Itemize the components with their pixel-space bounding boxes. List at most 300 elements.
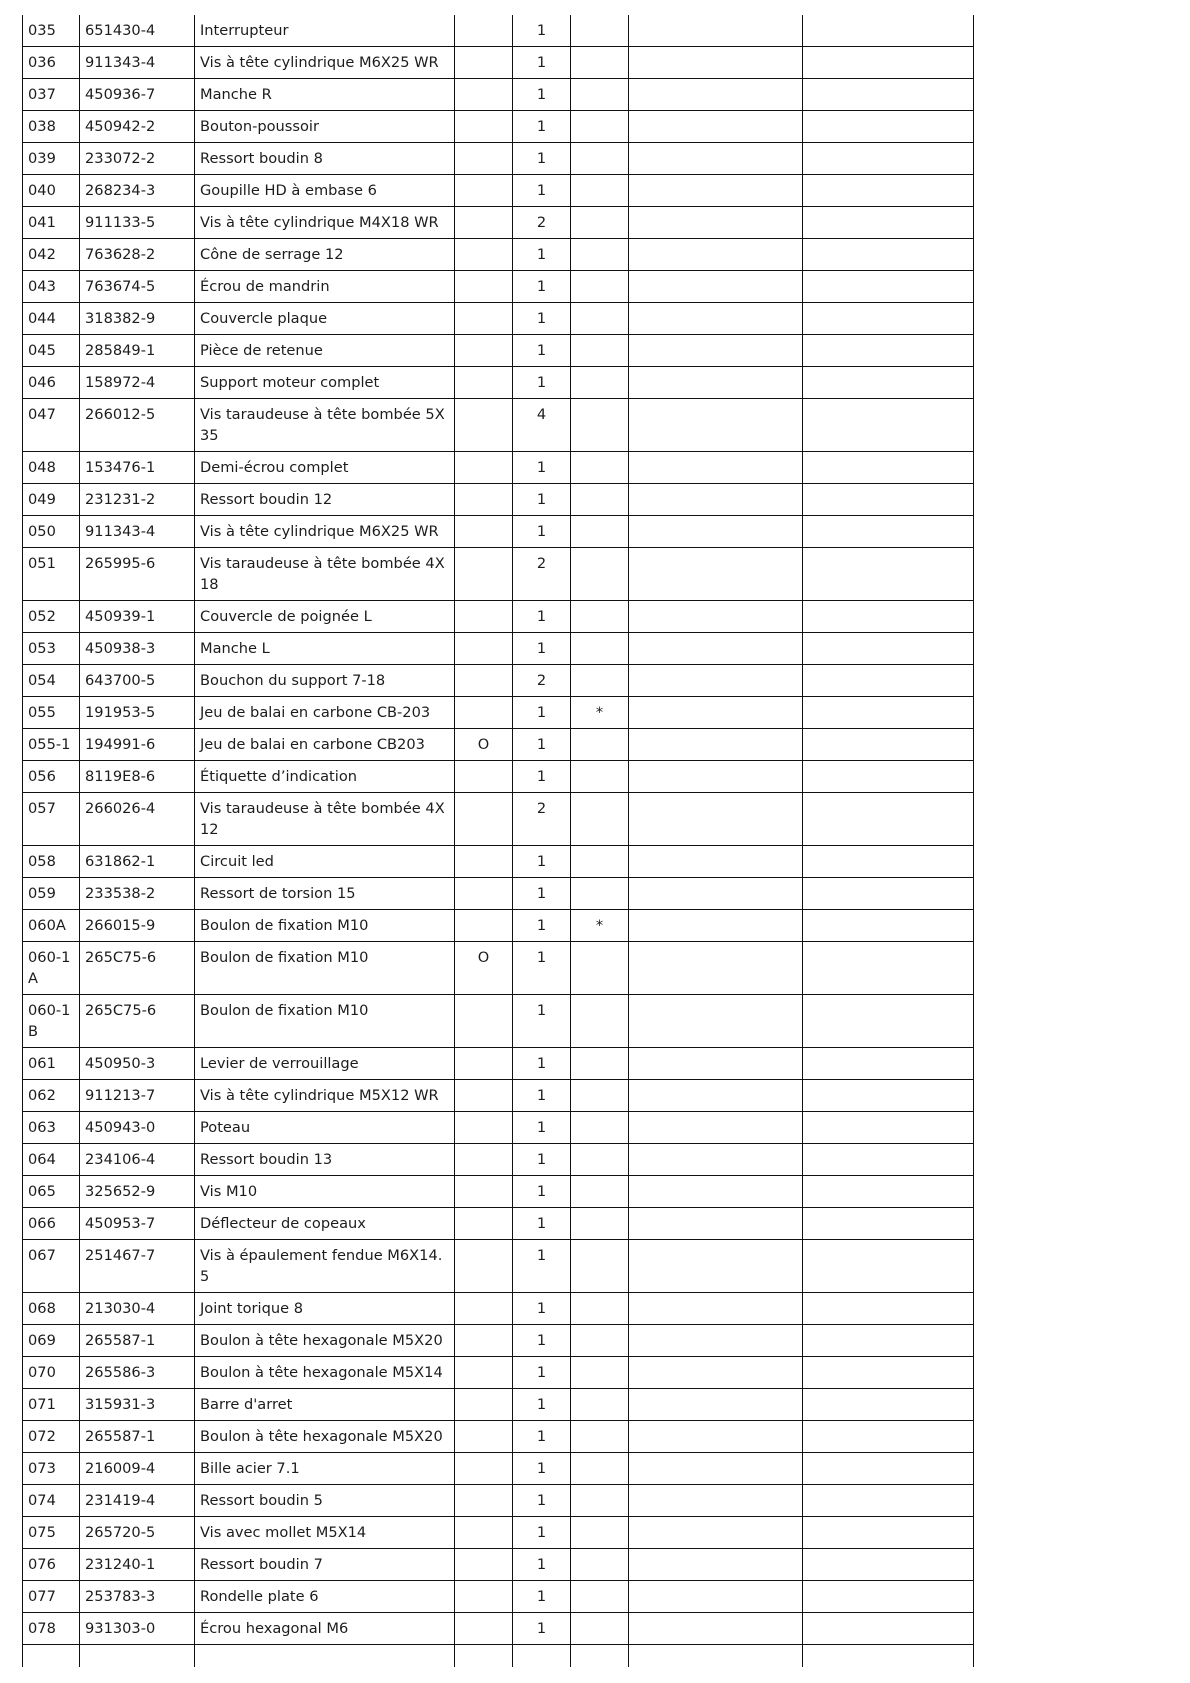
notes-cell xyxy=(803,601,974,633)
remarks-cell xyxy=(629,1208,803,1240)
mark-cell xyxy=(571,878,629,910)
quantity-cell: 2 xyxy=(513,793,571,846)
table-row xyxy=(23,111,974,143)
remarks-cell xyxy=(629,15,803,47)
remarks-cell xyxy=(629,452,803,484)
quantity-cell: 1 xyxy=(513,367,571,399)
part-number-cell: 450936-7 xyxy=(80,79,195,111)
item-number-cell: 073 xyxy=(23,1453,80,1485)
description-cell: Rondelle plate 6 xyxy=(195,1581,455,1613)
quantity-cell: 1 xyxy=(513,1208,571,1240)
description-cell: Écrou hexagonal M6 xyxy=(195,1613,455,1645)
quantity-cell: 1 xyxy=(513,1517,571,1549)
quantity-cell: 1 xyxy=(513,1421,571,1453)
option-flag-cell xyxy=(455,516,513,548)
description-cell: Ressort boudin 7 xyxy=(195,1549,455,1581)
notes-cell xyxy=(803,1549,974,1581)
mark-cell xyxy=(571,239,629,271)
mark-cell xyxy=(571,1389,629,1421)
part-number-cell: 266012-5 xyxy=(80,399,195,452)
quantity-cell: 1 xyxy=(513,761,571,793)
notes-cell xyxy=(803,633,974,665)
remarks-cell xyxy=(629,1421,803,1453)
item-number-cell: 072 xyxy=(23,1421,80,1453)
description-cell: Bouchon du support 7-18 xyxy=(195,665,455,697)
mark-cell xyxy=(571,207,629,239)
table-row xyxy=(23,910,974,942)
quantity-cell: 1 xyxy=(513,878,571,910)
mark-cell xyxy=(571,1176,629,1208)
description-cell: Boulon de fixation M10 xyxy=(195,995,455,1048)
option-flag-cell xyxy=(455,1357,513,1389)
quantity-cell: 1 xyxy=(513,1485,571,1517)
notes-cell xyxy=(803,1613,974,1645)
notes-cell xyxy=(803,143,974,175)
item-number-cell: 057 xyxy=(23,793,80,846)
notes-cell xyxy=(803,1645,974,1667)
table-row xyxy=(23,1613,974,1645)
item-number-cell: 067 xyxy=(23,1240,80,1293)
part-number-cell: 763628-2 xyxy=(80,239,195,271)
description-cell: Poteau xyxy=(195,1112,455,1144)
option-flag-cell xyxy=(455,1208,513,1240)
description-cell: Demi-écrou complet xyxy=(195,452,455,484)
option-flag-cell xyxy=(455,1581,513,1613)
quantity-cell: 4 xyxy=(513,399,571,452)
mark-cell xyxy=(571,15,629,47)
part-number-cell: 266015-9 xyxy=(80,910,195,942)
remarks-cell xyxy=(629,910,803,942)
description-cell: Cône de serrage 12 xyxy=(195,239,455,271)
notes-cell xyxy=(803,15,974,47)
option-flag-cell xyxy=(455,143,513,175)
option-flag-cell xyxy=(455,1080,513,1112)
table-row xyxy=(23,516,974,548)
option-flag-cell xyxy=(455,484,513,516)
mark-cell xyxy=(571,846,629,878)
notes-cell xyxy=(803,1581,974,1613)
table-row xyxy=(23,1389,974,1421)
table-row xyxy=(23,697,974,729)
part-number-cell: 231240-1 xyxy=(80,1549,195,1581)
table-row xyxy=(23,452,974,484)
mark-cell xyxy=(571,1080,629,1112)
item-number-cell: 071 xyxy=(23,1389,80,1421)
part-number-cell: 911213-7 xyxy=(80,1080,195,1112)
mark-cell xyxy=(571,761,629,793)
description-cell: Joint torique 8 xyxy=(195,1293,455,1325)
table-row xyxy=(23,15,974,47)
table-row xyxy=(23,367,974,399)
quantity-cell: 1 xyxy=(513,1389,571,1421)
part-number-cell: 265587-1 xyxy=(80,1325,195,1357)
table-row xyxy=(23,761,974,793)
description-cell: Écrou de mandrin xyxy=(195,271,455,303)
quantity-cell: 1 xyxy=(513,1144,571,1176)
description-cell: Vis à tête cylindrique M6X25 WR xyxy=(195,516,455,548)
table-row xyxy=(23,1485,974,1517)
remarks-cell xyxy=(629,697,803,729)
part-number-cell xyxy=(80,1645,195,1667)
table-row xyxy=(23,1453,974,1485)
quantity-cell: 2 xyxy=(513,665,571,697)
mark-cell xyxy=(571,1240,629,1293)
part-number-cell: 158972-4 xyxy=(80,367,195,399)
item-number-cell: 075 xyxy=(23,1517,80,1549)
remarks-cell xyxy=(629,484,803,516)
description-cell: Vis à tête cylindrique M6X25 WR xyxy=(195,47,455,79)
description-cell: Bouton-poussoir xyxy=(195,111,455,143)
remarks-cell xyxy=(629,761,803,793)
item-number-cell: 055-1 xyxy=(23,729,80,761)
option-flag-cell xyxy=(455,111,513,143)
option-flag-cell xyxy=(455,175,513,207)
description-cell: Vis M10 xyxy=(195,1176,455,1208)
quantity-cell: 1 xyxy=(513,1293,571,1325)
part-number-cell: 234106-4 xyxy=(80,1144,195,1176)
mark-cell xyxy=(571,1357,629,1389)
quantity-cell: 1 xyxy=(513,1080,571,1112)
remarks-cell xyxy=(629,367,803,399)
remarks-cell xyxy=(629,878,803,910)
table-row xyxy=(23,846,974,878)
quantity-cell: 1 xyxy=(513,1048,571,1080)
mark-cell xyxy=(571,1112,629,1144)
mark-cell xyxy=(571,484,629,516)
item-number-cell: 045 xyxy=(23,335,80,367)
table-row xyxy=(23,1325,974,1357)
mark-cell xyxy=(571,1293,629,1325)
table-row xyxy=(23,484,974,516)
description-cell: Boulon à tête hexagonale M5X14 xyxy=(195,1357,455,1389)
quantity-cell: 1 xyxy=(513,335,571,367)
remarks-cell xyxy=(629,1144,803,1176)
quantity-cell: 1 xyxy=(513,846,571,878)
description-cell: Circuit led xyxy=(195,846,455,878)
option-flag-cell xyxy=(455,335,513,367)
remarks-cell xyxy=(629,1613,803,1645)
mark-cell xyxy=(571,1581,629,1613)
description-cell: Couvercle plaque xyxy=(195,303,455,335)
quantity-cell: 1 xyxy=(513,239,571,271)
notes-cell xyxy=(803,995,974,1048)
part-number-cell: 265587-1 xyxy=(80,1421,195,1453)
notes-cell xyxy=(803,239,974,271)
remarks-cell xyxy=(629,942,803,995)
quantity-cell: 1 xyxy=(513,484,571,516)
table-row xyxy=(23,729,974,761)
table-row xyxy=(23,1293,974,1325)
part-number-cell: 153476-1 xyxy=(80,452,195,484)
notes-cell xyxy=(803,47,974,79)
item-number-cell: 058 xyxy=(23,846,80,878)
remarks-cell xyxy=(629,271,803,303)
table-row xyxy=(23,335,974,367)
item-number-cell: 038 xyxy=(23,111,80,143)
part-number-cell: 265995-6 xyxy=(80,548,195,601)
option-flag-cell xyxy=(455,1613,513,1645)
mark-cell xyxy=(571,1208,629,1240)
table-row xyxy=(23,1240,974,1293)
option-flag-cell xyxy=(455,697,513,729)
quantity-cell: 1 xyxy=(513,729,571,761)
mark-cell xyxy=(571,79,629,111)
item-number-cell: 056 xyxy=(23,761,80,793)
quantity-cell: 1 xyxy=(513,1112,571,1144)
table-row xyxy=(23,633,974,665)
quantity-cell: 1 xyxy=(513,303,571,335)
part-number-cell: 253783-3 xyxy=(80,1581,195,1613)
remarks-cell xyxy=(629,846,803,878)
option-flag-cell xyxy=(455,1549,513,1581)
option-flag-cell xyxy=(455,1293,513,1325)
remarks-cell xyxy=(629,633,803,665)
item-number-cell: 061 xyxy=(23,1048,80,1080)
option-flag-cell xyxy=(455,601,513,633)
notes-cell xyxy=(803,1485,974,1517)
option-flag-cell xyxy=(455,633,513,665)
item-number-cell xyxy=(23,1645,80,1667)
item-number-cell: 068 xyxy=(23,1293,80,1325)
part-number-cell: 325652-9 xyxy=(80,1176,195,1208)
mark-cell xyxy=(571,143,629,175)
notes-cell xyxy=(803,207,974,239)
option-flag-cell xyxy=(455,1112,513,1144)
notes-cell xyxy=(803,303,974,335)
mark-cell xyxy=(571,1421,629,1453)
quantity-cell: 1 xyxy=(513,601,571,633)
item-number-cell: 060A xyxy=(23,910,80,942)
notes-cell xyxy=(803,516,974,548)
mark-cell xyxy=(571,175,629,207)
table-row xyxy=(23,942,974,995)
notes-cell xyxy=(803,761,974,793)
remarks-cell xyxy=(629,1517,803,1549)
item-number-cell: 053 xyxy=(23,633,80,665)
notes-cell xyxy=(803,1389,974,1421)
description-cell: Étiquette d’indication xyxy=(195,761,455,793)
quantity-cell: 1 xyxy=(513,111,571,143)
item-number-cell: 078 xyxy=(23,1613,80,1645)
option-flag-cell xyxy=(455,1144,513,1176)
table-row xyxy=(23,548,974,601)
description-cell: Vis taraudeuse à tête bombée 4X 12 xyxy=(195,793,455,846)
table-row xyxy=(23,79,974,111)
mark-cell xyxy=(571,665,629,697)
table-row xyxy=(23,793,974,846)
table-row xyxy=(23,399,974,452)
item-number-cell: 036 xyxy=(23,47,80,79)
mark-cell xyxy=(571,1048,629,1080)
description-cell: Vis à tête cylindrique M5X12 WR xyxy=(195,1080,455,1112)
notes-cell xyxy=(803,111,974,143)
item-number-cell: 041 xyxy=(23,207,80,239)
mark-cell xyxy=(571,111,629,143)
blank-row xyxy=(23,1645,974,1667)
description-cell: Support moteur complet xyxy=(195,367,455,399)
notes-cell xyxy=(803,1293,974,1325)
item-number-cell: 050 xyxy=(23,516,80,548)
mark-cell xyxy=(571,1549,629,1581)
part-number-cell: 265720-5 xyxy=(80,1517,195,1549)
option-flag-cell xyxy=(455,846,513,878)
description-cell: Barre d'arret xyxy=(195,1389,455,1421)
part-number-cell: 233072-2 xyxy=(80,143,195,175)
mark-cell xyxy=(571,729,629,761)
quantity-cell: 1 xyxy=(513,942,571,995)
notes-cell xyxy=(803,1048,974,1080)
remarks-cell xyxy=(629,601,803,633)
option-flag-cell xyxy=(455,995,513,1048)
quantity-cell: 1 xyxy=(513,995,571,1048)
item-number-cell: 074 xyxy=(23,1485,80,1517)
table-row xyxy=(23,239,974,271)
quantity-cell xyxy=(513,1645,571,1667)
part-number-cell: 191953-5 xyxy=(80,697,195,729)
mark-cell: * xyxy=(571,910,629,942)
table-row xyxy=(23,878,974,910)
item-number-cell: 076 xyxy=(23,1549,80,1581)
notes-cell xyxy=(803,1144,974,1176)
table-row xyxy=(23,207,974,239)
remarks-cell xyxy=(629,47,803,79)
remarks-cell xyxy=(629,79,803,111)
remarks-cell xyxy=(629,1325,803,1357)
remarks-cell xyxy=(629,729,803,761)
option-flag-cell xyxy=(455,79,513,111)
remarks-cell xyxy=(629,1293,803,1325)
parts-table-continuation xyxy=(23,1645,974,1667)
part-number-cell: 216009-4 xyxy=(80,1453,195,1485)
option-flag-cell xyxy=(455,793,513,846)
option-flag-cell xyxy=(455,1176,513,1208)
parts-table xyxy=(22,15,974,1667)
remarks-cell xyxy=(629,335,803,367)
item-number-cell: 047 xyxy=(23,399,80,452)
table-row xyxy=(23,1581,974,1613)
part-number-cell: 194991-6 xyxy=(80,729,195,761)
option-flag-cell xyxy=(455,47,513,79)
notes-cell xyxy=(803,1176,974,1208)
part-number-cell: 318382-9 xyxy=(80,303,195,335)
option-flag-cell xyxy=(455,303,513,335)
description-cell: Interrupteur xyxy=(195,15,455,47)
part-number-cell: 8119E8-6 xyxy=(80,761,195,793)
remarks-cell xyxy=(629,239,803,271)
part-number-cell: 268234-3 xyxy=(80,175,195,207)
description-cell: Boulon de fixation M10 xyxy=(195,910,455,942)
notes-cell xyxy=(803,1325,974,1357)
remarks-cell xyxy=(629,303,803,335)
item-number-cell: 062 xyxy=(23,1080,80,1112)
item-number-cell: 059 xyxy=(23,878,80,910)
description-cell xyxy=(195,1645,455,1667)
mark-cell xyxy=(571,367,629,399)
part-number-cell: 450953-7 xyxy=(80,1208,195,1240)
item-number-cell: 070 xyxy=(23,1357,80,1389)
quantity-cell: 1 xyxy=(513,452,571,484)
table-row xyxy=(23,175,974,207)
description-cell: Manche R xyxy=(195,79,455,111)
description-cell: Jeu de balai en carbone CB203 xyxy=(195,729,455,761)
part-number-cell: 251467-7 xyxy=(80,1240,195,1293)
table-row xyxy=(23,1176,974,1208)
quantity-cell: 1 xyxy=(513,516,571,548)
notes-cell xyxy=(803,271,974,303)
item-number-cell: 064 xyxy=(23,1144,80,1176)
remarks-cell xyxy=(629,1112,803,1144)
remarks-cell xyxy=(629,793,803,846)
quantity-cell: 1 xyxy=(513,15,571,47)
item-number-cell: 052 xyxy=(23,601,80,633)
part-number-cell: 265C75-6 xyxy=(80,995,195,1048)
mark-cell xyxy=(571,516,629,548)
table-row xyxy=(23,995,974,1048)
option-flag-cell xyxy=(455,1645,513,1667)
mark-cell: * xyxy=(571,697,629,729)
quantity-cell: 1 xyxy=(513,1549,571,1581)
notes-cell xyxy=(803,548,974,601)
remarks-cell xyxy=(629,1240,803,1293)
description-cell: Couvercle de poignée L xyxy=(195,601,455,633)
notes-cell xyxy=(803,697,974,729)
table-row xyxy=(23,1208,974,1240)
option-flag-cell xyxy=(455,878,513,910)
quantity-cell: 1 xyxy=(513,1613,571,1645)
notes-cell xyxy=(803,452,974,484)
part-number-cell: 265C75-6 xyxy=(80,942,195,995)
table-row xyxy=(23,1549,974,1581)
item-number-cell: 055 xyxy=(23,697,80,729)
quantity-cell: 1 xyxy=(513,1357,571,1389)
description-cell: Vis taraudeuse à tête bombée 4X 18 xyxy=(195,548,455,601)
remarks-cell xyxy=(629,1048,803,1080)
remarks-cell xyxy=(629,1357,803,1389)
remarks-cell xyxy=(629,1485,803,1517)
notes-cell xyxy=(803,335,974,367)
remarks-cell xyxy=(629,1645,803,1667)
part-number-cell: 450939-1 xyxy=(80,601,195,633)
part-number-cell: 315931-3 xyxy=(80,1389,195,1421)
table-row xyxy=(23,665,974,697)
notes-cell xyxy=(803,367,974,399)
part-number-cell: 931303-0 xyxy=(80,1613,195,1645)
part-number-cell: 266026-4 xyxy=(80,793,195,846)
mark-cell xyxy=(571,995,629,1048)
notes-cell xyxy=(803,1453,974,1485)
part-number-cell: 631862-1 xyxy=(80,846,195,878)
notes-cell xyxy=(803,1421,974,1453)
description-cell: Vis avec mollet M5X14 xyxy=(195,1517,455,1549)
description-cell: Manche L xyxy=(195,633,455,665)
table-row xyxy=(23,143,974,175)
option-flag-cell xyxy=(455,910,513,942)
option-flag-cell xyxy=(455,1517,513,1549)
mark-cell xyxy=(571,1453,629,1485)
mark-cell xyxy=(571,452,629,484)
notes-cell xyxy=(803,484,974,516)
mark-cell xyxy=(571,793,629,846)
option-flag-cell xyxy=(455,452,513,484)
mark-cell xyxy=(571,548,629,601)
table-row xyxy=(23,1144,974,1176)
option-flag-cell xyxy=(455,15,513,47)
quantity-cell: 1 xyxy=(513,175,571,207)
option-flag-cell xyxy=(455,399,513,452)
table-row xyxy=(23,1421,974,1453)
description-cell: Bille acier 7.1 xyxy=(195,1453,455,1485)
notes-cell xyxy=(803,175,974,207)
